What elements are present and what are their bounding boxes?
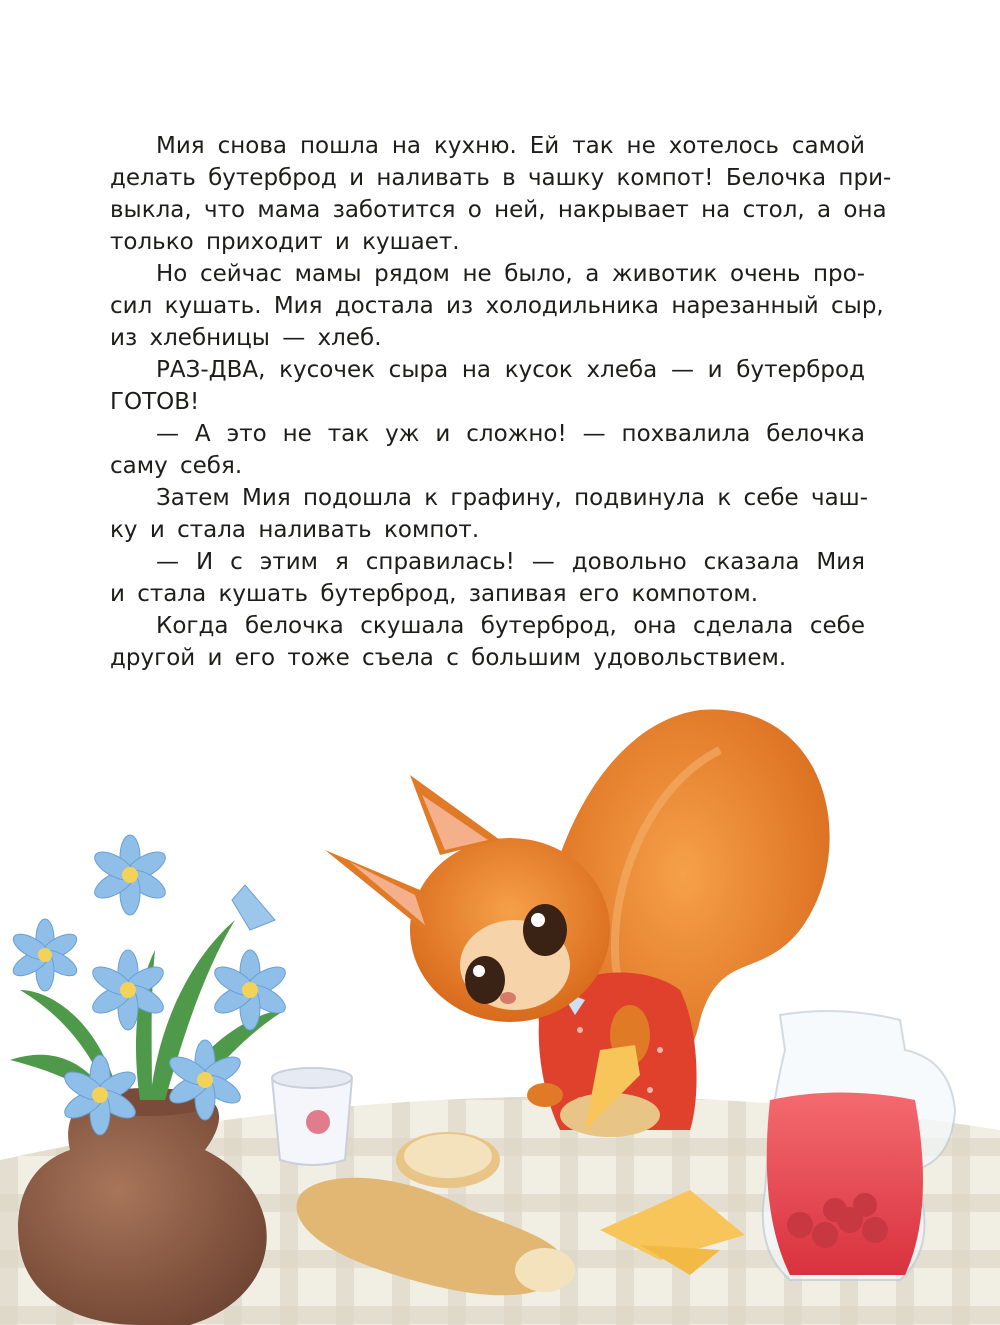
squirrel-eye-left: [465, 956, 505, 1004]
squirrel-ear-left: [325, 850, 430, 935]
text-line: саму себя.: [110, 453, 243, 479]
text-line: Затем Мия подошла к графину, подвинула к себе чаш-: [156, 485, 869, 511]
text-line: ГОТОВ!: [110, 389, 200, 415]
text-line: и стала кушать бутерброд, запивая его компотом.: [110, 581, 759, 607]
squirrel-nose: [500, 992, 516, 1004]
squirrel-kitchen-picture: [0, 690, 1000, 1325]
text-line: другой и его тоже съела с большим удовольствием.: [110, 645, 787, 671]
text-line: из хлебницы — хлеб.: [110, 325, 382, 351]
story-text: [110, 130, 892, 674]
text-line: Но сейчас мамы рядом не было, а животик очень про-: [156, 261, 865, 287]
text-line: — И с этим я справилась! — довольно сказала Мия: [156, 549, 865, 575]
text-line: РАЗ-ДВА, кусочек сыра на кусок хлеба — и бутерброд: [156, 357, 865, 383]
text-line: только приходит и кушает.: [110, 229, 460, 255]
illustration: [0, 690, 1000, 1325]
text-line: Когда белочка скушала бутерброд, она сделала себе: [156, 613, 865, 639]
text-line: делать бутерброд и наливать в чашку компот! Белочка при-: [110, 165, 892, 191]
squirrel-eye-right: [523, 904, 567, 956]
text-line: Мия снова пошла на кухню. Ей так не хотелось самой: [156, 133, 865, 159]
text-line: выкла, что мама заботится о ней, накрывает на стол, а она: [110, 197, 887, 223]
text-line: ку и стала наливать компот.: [110, 517, 480, 543]
text-line: сил кушать. Мия достала из холодильника нарезанный сыр,: [110, 293, 884, 319]
text-line: — А это не так уж и сложно! — похвалила белочка: [156, 421, 865, 447]
